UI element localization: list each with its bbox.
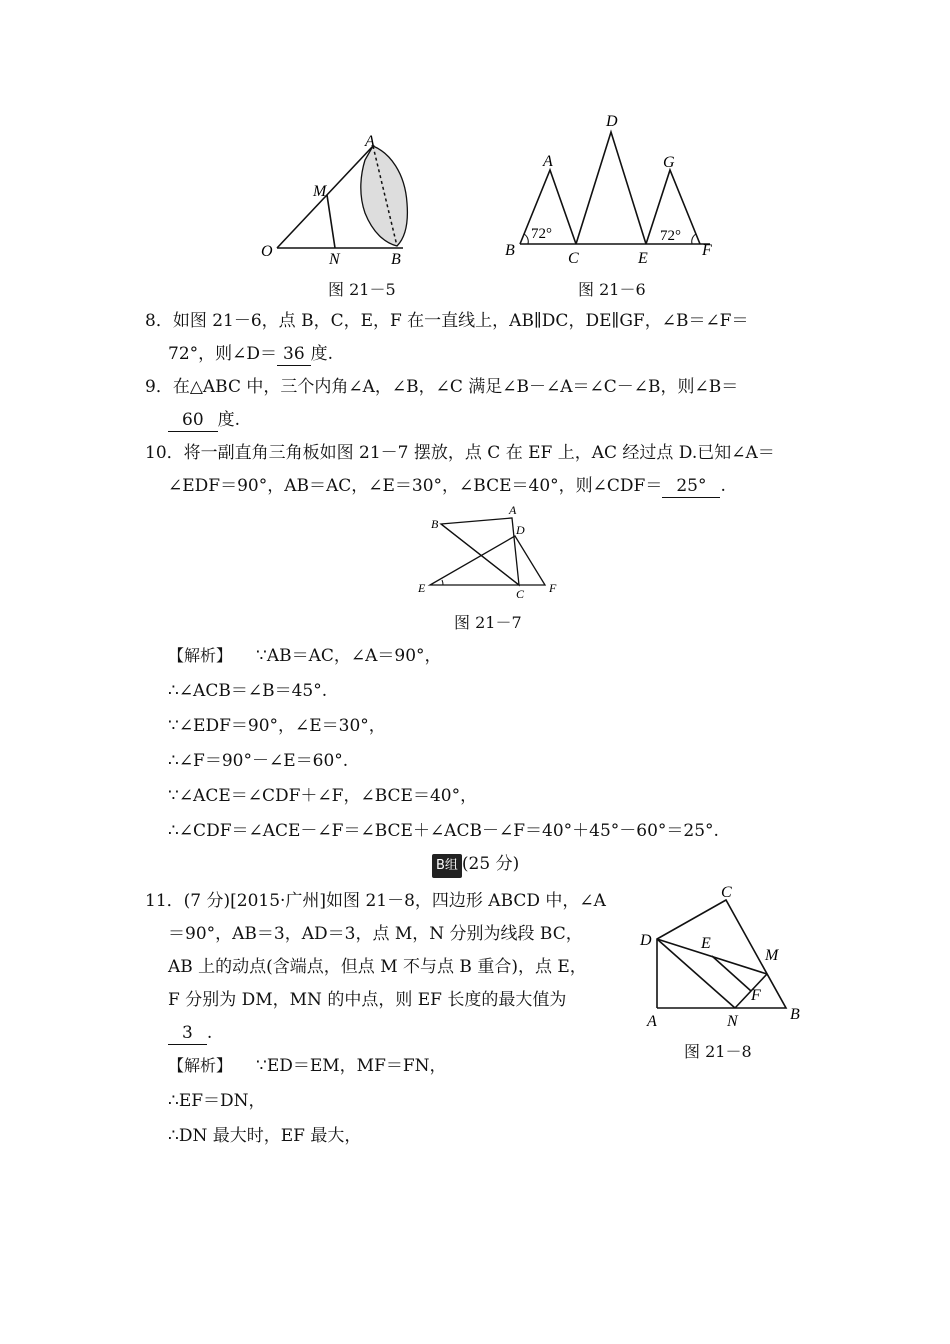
sol11-label: 【解析】 bbox=[168, 1056, 233, 1075]
fig5-label-b: B bbox=[391, 251, 401, 268]
fig7-label-f: F bbox=[549, 581, 557, 595]
fig6-angle-b: 72° bbox=[531, 226, 552, 242]
fig8-label-d: D bbox=[640, 932, 652, 949]
fig8-label-m: M bbox=[765, 947, 779, 964]
figure-21-6 bbox=[500, 108, 725, 273]
fig7-label-e: E bbox=[418, 581, 426, 595]
fig6-label-c: C bbox=[568, 250, 579, 267]
q9-answer: 60 bbox=[168, 409, 218, 432]
fig7-label-b: B bbox=[431, 517, 439, 531]
section-b-header bbox=[432, 853, 519, 878]
fig6-label-e: E bbox=[638, 250, 648, 267]
fig7-label-a: A bbox=[509, 503, 517, 517]
q10-line2: ∠EDF＝90°，AB＝AC，∠E＝30°，∠BCE＝40°，则∠CDF＝ 25° . bbox=[168, 476, 726, 496]
q11-line3: AB 上的动点(含端点，但点 M 不与点 B 重合)，点 E， bbox=[168, 957, 587, 977]
section-b-score: (25 分) bbox=[461, 854, 520, 874]
q8-answer: 36 bbox=[277, 343, 311, 366]
sol10-line2: ∵∠EDF＝90°，∠E＝30°， bbox=[168, 716, 386, 736]
fig5-label-n: N bbox=[329, 251, 340, 268]
q8-line2: 72°，则∠D＝ 36 度. bbox=[168, 344, 334, 364]
sol11-line2: ∴DN 最大时，EF 最大， bbox=[168, 1126, 362, 1146]
sol10-line0: 【解析】 ∵AB＝AC，∠A＝90°， bbox=[168, 646, 442, 666]
fig6-label-f: F bbox=[702, 242, 712, 259]
sol10-line5: ∴∠CDF＝∠ACE－∠F＝∠BCE＋∠ACB－∠F＝40°＋45°－60°＝25°. bbox=[168, 821, 719, 841]
fig6-label-a: A bbox=[543, 153, 553, 170]
fig7-label-c: C bbox=[516, 587, 525, 601]
sol10-label: 【解析】 bbox=[168, 646, 233, 665]
figure-21-5 bbox=[255, 128, 430, 268]
sol10-line3: ∴∠F＝90°－∠E＝60°. bbox=[168, 751, 349, 771]
q11-line2: ＝90°，AB＝3，AD＝3，点 M，N 分别为线段 BC， bbox=[168, 924, 583, 944]
section-b-tag: B组 bbox=[432, 854, 462, 878]
fig8-label-n: N bbox=[727, 1013, 738, 1030]
sol10-line1: ∴∠ACB＝∠B＝45°. bbox=[168, 681, 328, 701]
figure-21-5-caption: 图 21－5 bbox=[328, 280, 396, 299]
fig8-label-c: C bbox=[721, 884, 732, 901]
figure-21-7 bbox=[415, 500, 565, 602]
fig5-label-o: O bbox=[261, 243, 273, 260]
fig6-label-b: B bbox=[505, 242, 515, 259]
sol11-line0: 【解析】 ∵ED＝EM，MF＝FN， bbox=[168, 1056, 447, 1076]
fig8-label-e: E bbox=[701, 935, 711, 952]
fig7-label-d: D bbox=[516, 523, 525, 537]
q9-line2: 60 度. bbox=[168, 409, 240, 432]
fig8-label-b: B bbox=[790, 1006, 800, 1023]
sol11-line1: ∴EF＝DN， bbox=[168, 1091, 266, 1111]
q10-answer: 25° bbox=[662, 475, 720, 498]
figure-21-8-caption: 图 21－8 bbox=[684, 1042, 752, 1061]
fig6-angle-f: 72° bbox=[660, 228, 681, 244]
fig5-label-m: M bbox=[313, 183, 327, 200]
q11-line4: F 分别为 DM，MN 的中点，则 EF 长度的最大值为 bbox=[168, 990, 567, 1010]
q11-answer: 3 bbox=[168, 1022, 207, 1045]
fig6-label-g: G bbox=[663, 154, 675, 171]
q11-line1: 11．(7 分)[2015·广州]如图 21－8，四边形 ABCD 中，∠A bbox=[145, 891, 606, 911]
q10-line1: 10．将一副直角三角板如图 21－7 摆放，点 C 在 EF 上，AC 经过点 D.已知∠A＝ bbox=[145, 443, 775, 463]
figure-21-6-caption: 图 21－6 bbox=[578, 280, 646, 299]
fig8-label-f: F bbox=[751, 987, 761, 1004]
q11-line5: 3 . bbox=[168, 1022, 212, 1045]
sol10-line4: ∵∠ACE＝∠CDF＋∠F，∠BCE＝40°， bbox=[168, 786, 478, 806]
fig5-label-a: A bbox=[365, 133, 375, 150]
figure-21-7-caption: 图 21－7 bbox=[454, 613, 522, 632]
q8-line1: 8．如图 21－6，点 B，C，E，F 在一直线上，AB∥DC，DE∥GF，∠B＝∠F＝ bbox=[145, 311, 749, 331]
figure-21-8 bbox=[635, 882, 810, 1032]
fig6-label-d: D bbox=[606, 113, 618, 130]
q9-line1: 9．在△ABC 中，三个内角∠A，∠B，∠C 满足∠B－∠A＝∠C－∠B，则∠B＝ bbox=[145, 377, 739, 397]
fig8-label-a: A bbox=[647, 1013, 657, 1030]
